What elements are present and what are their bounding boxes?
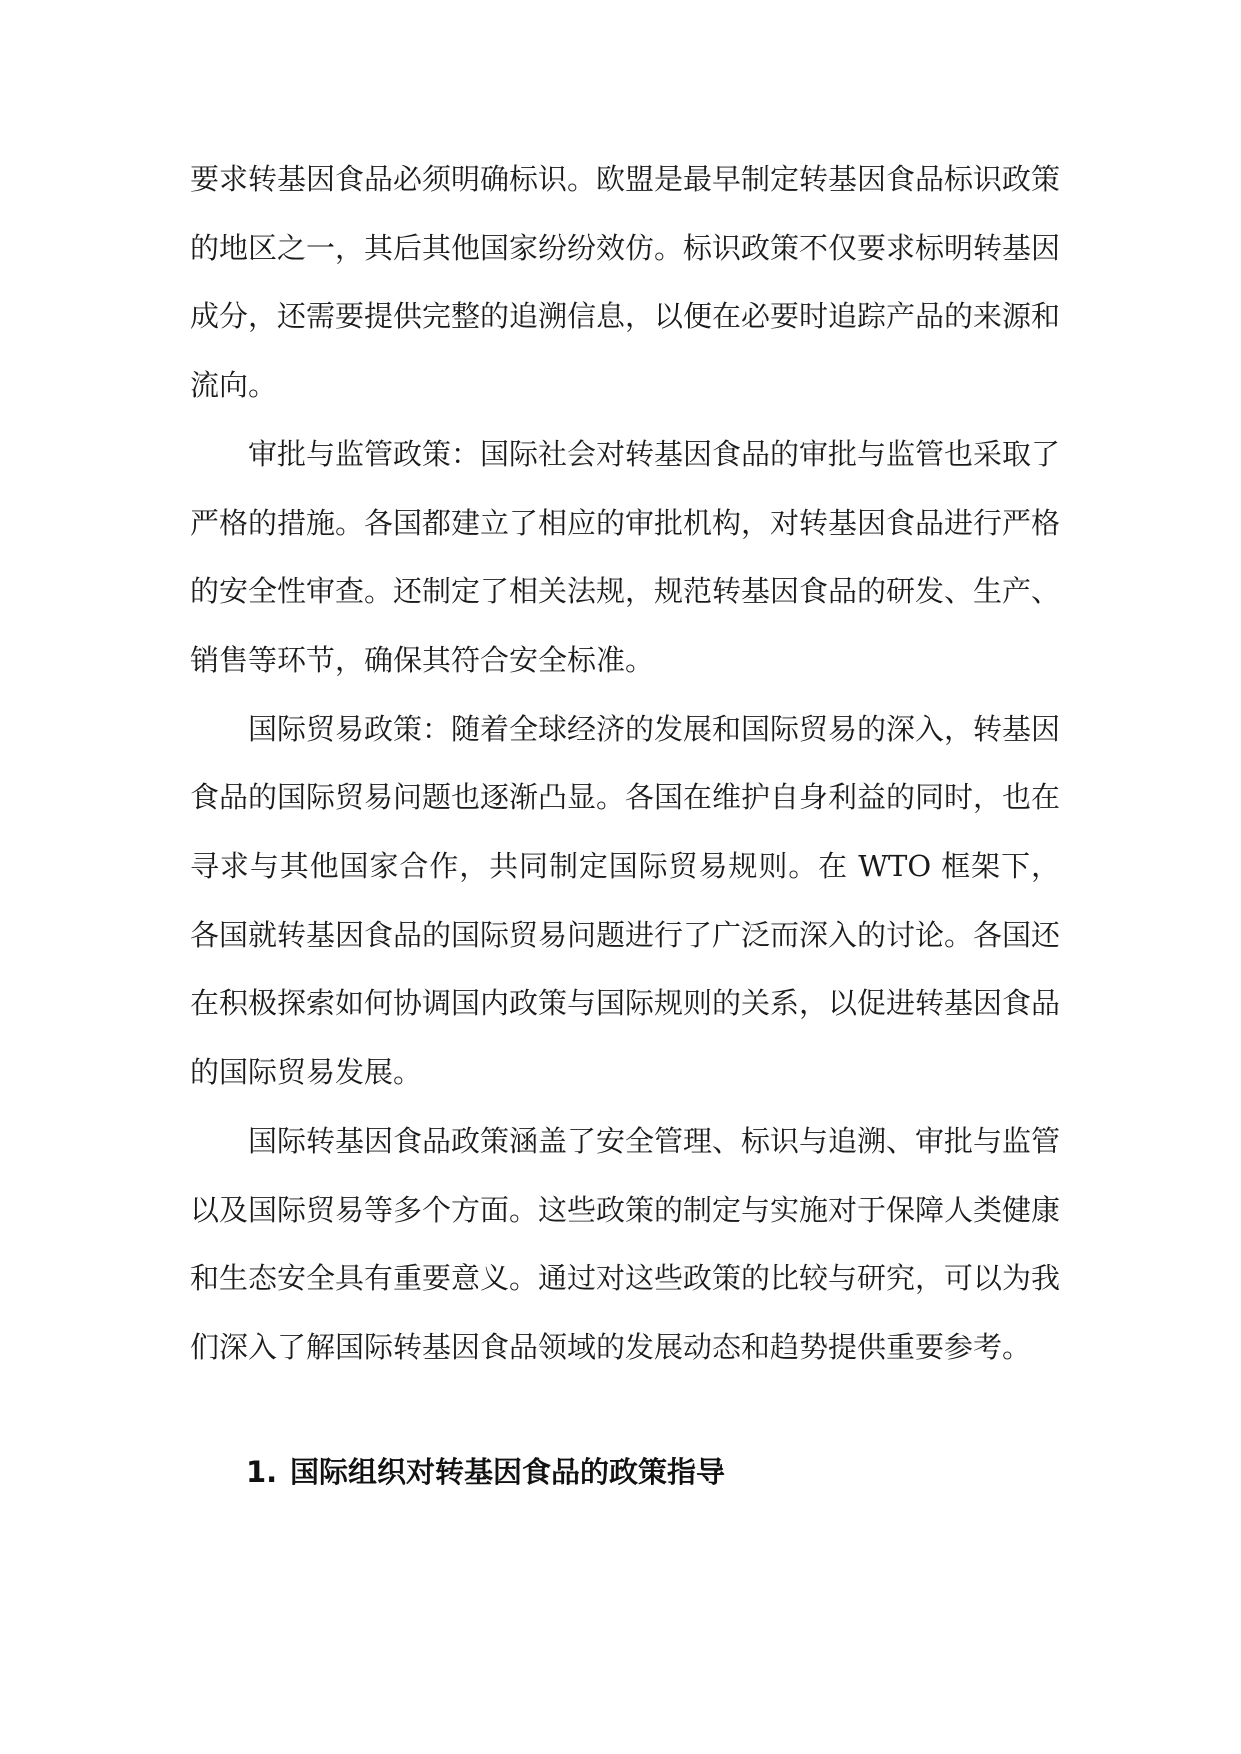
- section-heading-number: 1.: [246, 1454, 278, 1489]
- paragraph-labeling-policy: 要求转基因食品必须明确标识。欧盟是最早制定转基因食品标识政策的地区之一，其后其他国家纷纷效仿。标识政策不仅要求标明转基因成分，还需要提供完整的追溯信息，以便在必要时追踪产品的来源和流向。: [190, 162, 1061, 403]
- paragraph-summary: 国际转基因食品政策涵盖了安全管理、标识与追溯、审批与监管以及国际贸易等多个方面。这些政策的制定与实施对于保障人类健康和生态安全具有重要意义。通过对这些政策的比较与研究，可以为我们深入了解国际转基因食品领域的发展动态和趋势提供重要参考。: [190, 1123, 1061, 1364]
- paragraph-trade-policy: 国际贸易政策：随着全球经济的发展和国际贸易的深入，转基因食品的国际贸易问题也逐渐凸显。各国在维护自身利益的同时，也在寻求与其他国家合作，共同制定国际贸易规则。在 WTO 框架下，各国就转基因食品的国际贸易问题进行了广泛而深入的讨论。各国还在积极探索如何协调国内政策与国际规则的关系，以促进转基因食品的国际贸易发展。: [190, 711, 1061, 1090]
- section-heading-text: 国际组织对转基因食品的政策指导: [290, 1454, 726, 1489]
- paragraph-approval-regulation: 审批与监管政策：国际社会对转基因食品的审批与监管也采取了严格的措施。各国都建立了相应的审批机构，对转基因食品进行严格的安全性审查。还制定了相关法规，规范转基因食品的研发、生产、销售等环节，确保其符合安全标准。: [190, 436, 1061, 677]
- document-body: [190, 145, 1060, 1506]
- section-heading: [190, 1438, 1060, 1506]
